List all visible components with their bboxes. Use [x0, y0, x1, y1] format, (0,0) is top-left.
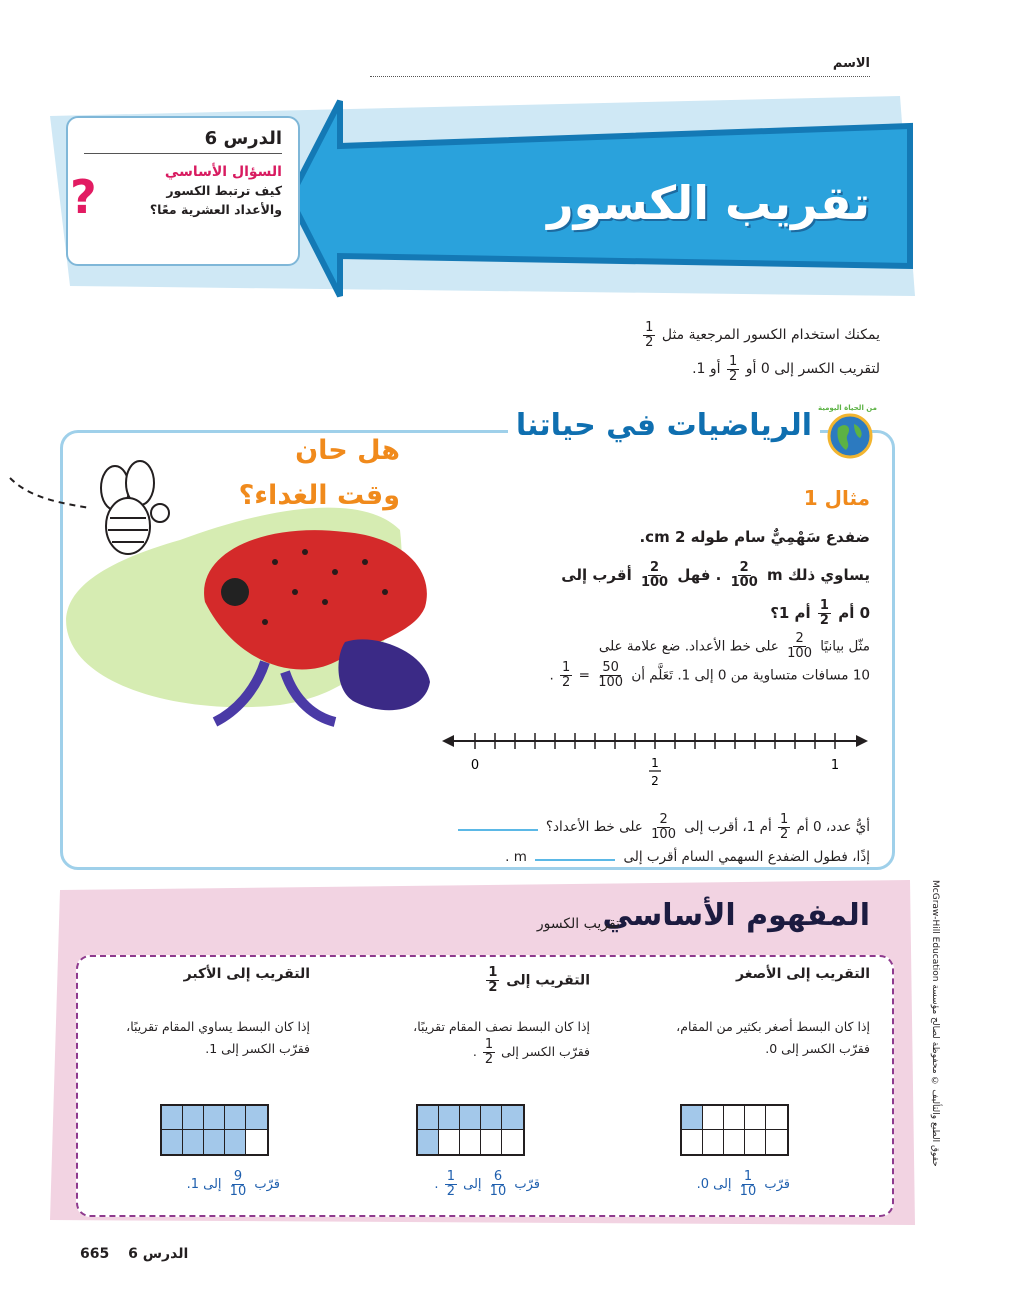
grid-cell [703, 1106, 724, 1130]
fraction-2-100: $\frac{2}{100}$ [730, 560, 758, 590]
lesson-number: الدرس 6 [84, 128, 282, 154]
page-number: 665 [80, 1246, 110, 1262]
essential-question-line2: والأعداد العشرية معًا؟ [149, 202, 282, 217]
grid-cell [162, 1106, 183, 1130]
fraction-half: $\frac{1}{2}$ [729, 353, 738, 384]
intro-line2: لتقريب الكسر إلى 0 أو [745, 361, 880, 377]
real-world-title: الرياضيات في حياتنا [508, 408, 820, 443]
answer-blank-1[interactable] [458, 829, 538, 831]
round-half-heading: التقريب إلى $\frac{1}{2}$ [488, 965, 590, 995]
fraction-half: $\frac{1}{2}$ [562, 660, 571, 690]
fraction-half: $\frac{1}{2}$ [645, 319, 654, 350]
answer-blank-2[interactable] [535, 859, 615, 861]
fly-icon [0, 458, 190, 578]
grid-six-tenths [416, 1104, 525, 1156]
round-up-column: التقريب إلى الأكبر إذا كان البسط يساوي المقام تقريبًا، فقرّب الكسر إلى 1. [60, 966, 310, 1076]
grid-cell [766, 1130, 787, 1154]
grid-cell [724, 1106, 745, 1130]
intro-text [641, 318, 880, 386]
grid-cell [204, 1106, 225, 1130]
globe-icon [826, 412, 874, 460]
grid-cell [481, 1106, 502, 1130]
round-down-caption: قرّب $\frac{1}{10}$ إلى 0. [696, 1169, 790, 1199]
grid-cell [724, 1130, 745, 1154]
grid-cell [162, 1130, 183, 1154]
grid-cell [502, 1130, 523, 1154]
grid-cell [682, 1130, 703, 1154]
poison-dart-frog-image [175, 512, 450, 737]
round-half-column: التقريب إلى $\frac{1}{2}$ إذا كان البسط نصف المقام تقريبًا، فقرّب الكسر إلى $\frac{1}{2}$ . [340, 966, 590, 1076]
grid-nine-tenths [160, 1104, 269, 1156]
grid-cell [460, 1130, 481, 1154]
essential-question-line1: كيف ترتبط الكسور [166, 183, 282, 198]
grid-cell [204, 1130, 225, 1154]
round-down-heading: التقريب إلى الأصغر [736, 966, 870, 982]
name-input-line[interactable] [370, 76, 870, 77]
example-instructions: مثّل بيانيًا $\frac{2}{100}$ على خط الأعداد. ضع علامة على 10 مسافات متساوية من 0 إلى 1. تَعَلَّم أن $\frac{50}{100}$ = $\frac{1}{2}$ . [549, 631, 870, 690]
round-half-caption: قرّب $\frac{6}{10}$ إلى $\frac{1}{2}$ . [434, 1169, 540, 1199]
grid-cell [439, 1106, 460, 1130]
key-concept-title: المفهوم الأساسي [602, 898, 870, 933]
grid-one-tenth [680, 1104, 789, 1156]
grid-cell [766, 1106, 787, 1130]
essential-question-title: السؤال الأساسي [164, 164, 282, 180]
fraction-half: $\frac{1}{2}$ [780, 811, 789, 842]
example-title: مثال 1 [803, 486, 870, 510]
grid-cell [682, 1106, 703, 1130]
grid-cell [502, 1106, 523, 1130]
footer-lesson: الدرس 6 [128, 1246, 189, 1262]
grid-cell [460, 1106, 481, 1130]
lesson-title: تقريب الكسور [547, 176, 870, 230]
question-mark-icon: ? [70, 170, 97, 224]
grid-cell [745, 1130, 766, 1154]
intro-line2-end: أو 1. [692, 361, 721, 377]
grid-cell [481, 1130, 502, 1154]
round-up-heading: التقريب إلى الأكبر [183, 966, 310, 982]
name-label: الاسم [832, 56, 870, 71]
round-up-caption: قرّب $\frac{9}{10}$ إلى 1. [186, 1169, 280, 1199]
grid-cell [225, 1130, 246, 1154]
grid-cell [439, 1130, 460, 1154]
number-line[interactable] [440, 725, 870, 795]
lunch-question: هل حان وقت الغداء؟ [238, 435, 400, 511]
numline-label-half-num: 1 [651, 756, 659, 770]
grid-cell [225, 1106, 246, 1130]
example-line1: ضفدع سَهْمِيٌّ سام طوله 2 cm. [639, 528, 870, 546]
key-concept-subtitle: تقريب الكسور [536, 916, 620, 932]
numline-label-half-den: 2 [651, 774, 659, 788]
numline-label-zero: 0 [470, 758, 480, 773]
round-down-column: التقريب إلى الأصغر إذا كان البسط أصغر بكثير من المقام، فقرّب الكسر إلى 0. [620, 966, 870, 1076]
intro-line1: يمكنك استخدام الكسور المرجعية مثل [661, 327, 880, 343]
grid-cell [183, 1130, 204, 1154]
grid-cell [418, 1106, 439, 1130]
fraction-2-100: $\frac{2}{100}$ [640, 560, 669, 590]
fraction-half: $\frac{1}{2}$ [819, 598, 829, 628]
grid-cell [246, 1130, 267, 1154]
example-questions: أيُّ عدد، 0 أم $\frac{1}{2}$ أم 1، أقرب إلى $\frac{2}{100}$ على خط الأعداد؟ إذًا، فطول الضفدع السهمي السام أقرب إلى m . [350, 812, 870, 872]
grid-cell [745, 1106, 766, 1130]
fraction-2-100: $\frac{2}{100}$ [787, 631, 812, 661]
grid-cell [246, 1106, 267, 1130]
real-world-badge-text: من الحياة اليومية [818, 404, 877, 412]
page-footer [80, 1246, 188, 1262]
fraction-50-100: $\frac{50}{100}$ [598, 660, 624, 690]
copyright-side-text: McGraw-Hill Education حقوق الطبع والتأليف © محفوظة لصالح مؤسسة [930, 880, 940, 1167]
fraction-2-100: $\frac{2}{100}$ [651, 811, 676, 842]
lesson-card [66, 116, 300, 266]
example-body: ضفدع سَهْمِيٌّ سام طوله 2 cm. يساوي ذلك m $\frac{2}{100}$ . فهل $\frac{2}{100}$ أقرب إلى 0 أم $\frac{1}{2}$ أم 1؟ [500, 518, 870, 632]
numline-label-one: 1 [830, 758, 840, 773]
grid-cell [418, 1130, 439, 1154]
grid-cell [703, 1130, 724, 1154]
grid-cell [183, 1106, 204, 1130]
